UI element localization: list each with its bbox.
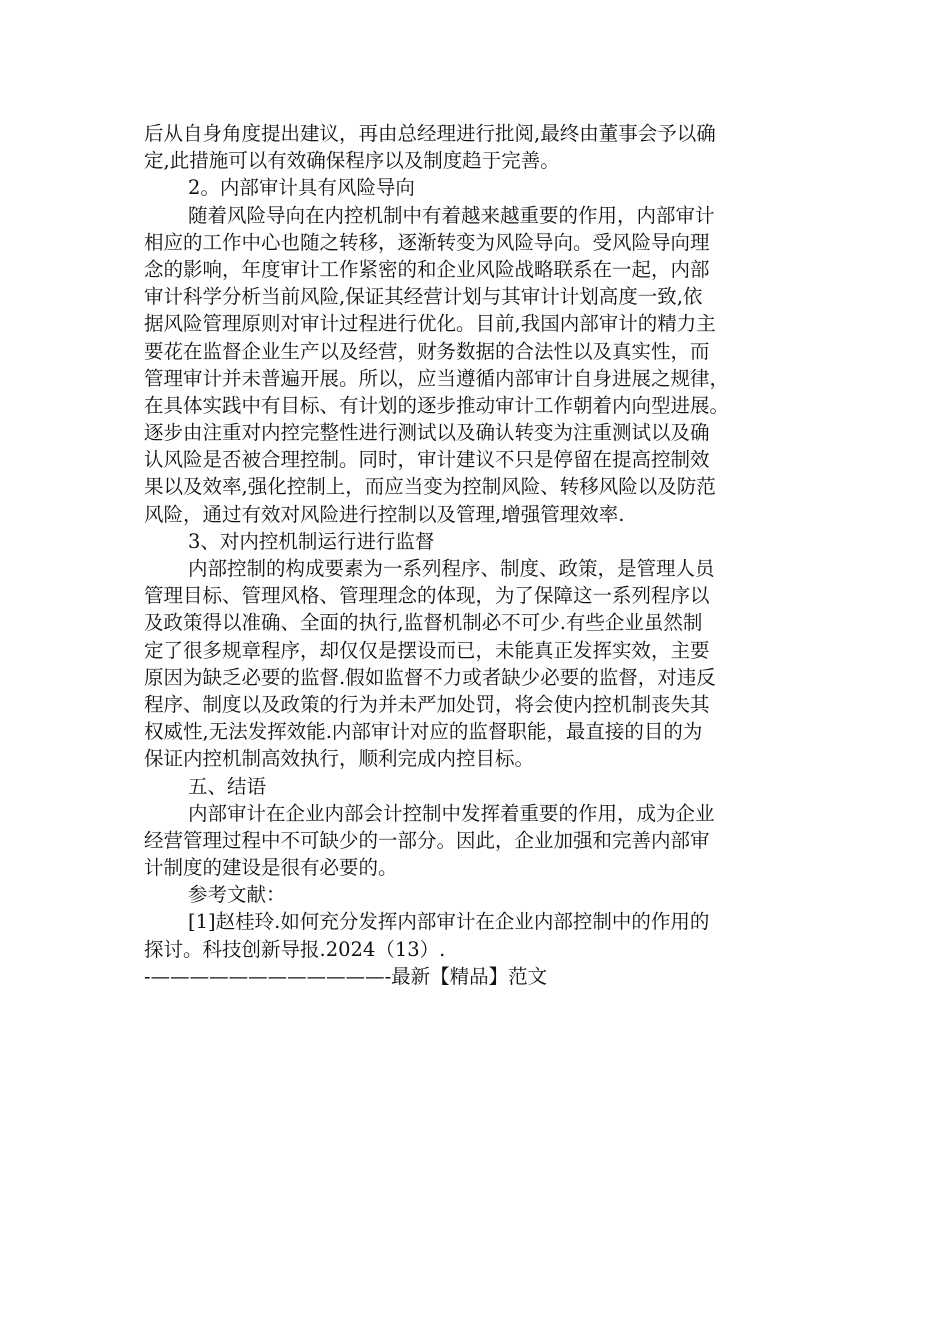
text-line: 内部控制的构成要素为一系列程序、制度、政策，是管理人员 xyxy=(188,557,715,580)
text-line: 审计科学分析当前风险,保证其经营计划与其审计计划高度一致,依 xyxy=(144,285,703,309)
document-body xyxy=(144,120,808,990)
text-line: 程序、制度以及政策的行为并未严加处罚，将会使内控机制丧失其 xyxy=(144,692,710,716)
text-line: 定了很多规章程序，却仅仅是摆设而已，未能真正发挥实效，主要 xyxy=(144,638,710,662)
text-line: 随着风险导向在内控机制中有着越来越重要的作用，内部审计 xyxy=(188,203,715,227)
section-heading: 五、结语 xyxy=(188,774,267,798)
footer-note: -————————————-最新【精品】范文 xyxy=(144,964,548,988)
text-line: 逐步由注重对内控完整性进行测试以及确认转变为注重测试以及确 xyxy=(144,421,710,445)
text-line: 内部审计在企业内部会计控制中发挥着重要的作用，成为企业 xyxy=(188,801,715,825)
text-line: 权威性,无法发挥效能.内部审计对应的监督职能，最直接的目的为 xyxy=(144,720,703,744)
text-line: 念的影响，年度审计工作紧密的和企业风险战略联系在一起，内部 xyxy=(144,257,710,281)
text-line: 要花在监督企业生产以及经营，财务数据的合法性以及真实性，而 xyxy=(144,339,710,363)
reference-entry: 探讨。科技创新导报.2024（13）. xyxy=(144,937,446,961)
text-line: 管理目标、管理风格、管理理念的体现，为了保障这一系列程序以 xyxy=(144,584,710,608)
text-line: 后从自身角度提出建议，再由总经理进行批阅,最终由董事会予以确 xyxy=(144,122,716,145)
text-line: 管理审计并未普遍开展。所以，应当遵循内部审计自身进展之规律， xyxy=(144,366,730,390)
text-line: 认风险是否被合理控制。同时，审计建议不只是停留在提高控制效 xyxy=(144,448,710,472)
text-line: 及政策得以准确、全面的执行,监督机制必不可少.有些企业虽然制 xyxy=(144,611,703,635)
text-line: 保证内控机制高效执行，顺利完成内控目标。 xyxy=(144,747,535,771)
text-line: 风险，通过有效对风险进行控制以及管理,增强管理效率. xyxy=(144,502,625,526)
text-line: 相应的工作中心也随之转移，逐渐转变为风险导向。受风险导向理 xyxy=(144,230,710,254)
text-line: 果以及效率,强化控制上，而应当变为控制风险、转移风险以及防范 xyxy=(144,475,716,499)
text-line: 据风险管理原则对审计过程进行优化。目前,我国内部审计的精力主 xyxy=(144,312,716,336)
text-line: 在具体实践中有目标、有计划的逐步推动审计工作朝着内向型进展。 xyxy=(144,393,730,417)
text-line: 定,此措施可以有效确保程序以及制度趋于完善。 xyxy=(144,149,560,173)
section-heading: 2。内部审计具有风险导向 xyxy=(188,176,415,200)
section-heading: 3、对内控机制运行进行监督 xyxy=(188,529,435,553)
reference-entry: [1]赵桂玲.如何充分发挥内部审计在企业内部控制中的作用的 xyxy=(188,910,710,934)
references-heading: 参考文献： xyxy=(188,883,286,907)
text-line: 原因为缺乏必要的监督.假如监督不力或者缺少必要的监督，对违反 xyxy=(144,665,716,689)
text-line: 计制度的建设是很有必要的。 xyxy=(144,856,398,880)
text-line: 经营管理过程中不可缺少的一部分。因此，企业加强和完善内部审 xyxy=(144,828,710,852)
